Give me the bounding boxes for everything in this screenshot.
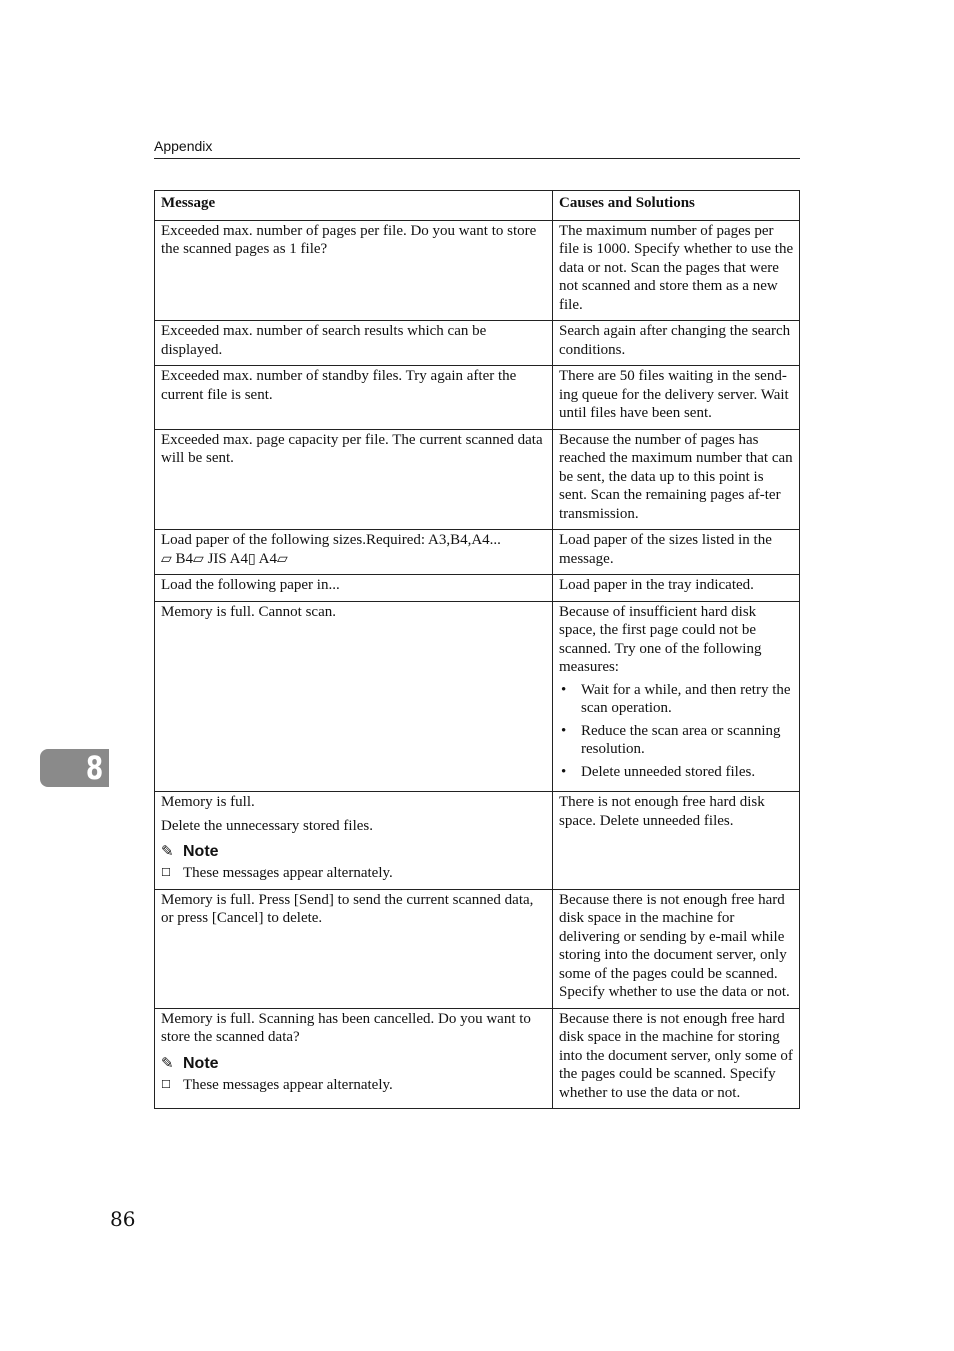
message-cell xyxy=(155,575,553,602)
message-cell xyxy=(155,601,553,792)
message-text: Memory is full. Scanning has been cancelled. Do you want to store the scanned data? xyxy=(161,1010,531,1045)
solution-text: Because of insufficient hard disk space, the first page could not be scanned. Try one of the following measures: xyxy=(559,603,762,675)
solution-text: Because there is not enough free hard disk space in the machine for delivering or sending by e-mail while storing into the document server, only some of the pages could be scanned. Specify whether to use the data or not. xyxy=(559,891,790,1000)
header-rule xyxy=(154,158,800,159)
message-text: Exceeded max. number of search results which can be displayed. xyxy=(161,323,487,358)
paper-landscape-icon: ▱ xyxy=(193,550,204,567)
solution-cell xyxy=(553,220,800,321)
pencil-icon: ✎ xyxy=(161,842,174,860)
list-item: • Delete unneeded stored files. xyxy=(559,763,794,782)
paper-landscape-icon: ▱ xyxy=(277,550,288,567)
note-block xyxy=(161,1053,547,1095)
paper-portrait-icon: ▯ xyxy=(248,550,256,567)
note-text: These messages appear alternately. xyxy=(183,865,393,881)
paper-size-label: A4 xyxy=(258,550,278,567)
paper-size-line xyxy=(161,550,547,569)
running-header: Appendix xyxy=(154,138,213,154)
table-row xyxy=(155,321,800,366)
table-row xyxy=(155,429,800,530)
solution-text: Search again after changing the search conditions. xyxy=(559,323,791,358)
message-text: Exceeded max. page capacity per file. The current scanned data will be sent. xyxy=(161,431,543,466)
solution-cell xyxy=(553,1008,800,1109)
paper-size-label: B4 xyxy=(175,550,194,567)
page-number: 86 xyxy=(110,1207,136,1231)
message-cell xyxy=(155,366,553,430)
message-cell xyxy=(155,321,553,366)
pencil-icon: ✎ xyxy=(161,1053,174,1072)
note-heading xyxy=(161,841,547,862)
solution-text: Because there is not enough free hard disk space in the machine for storing into the document server, only some of the pages could be scanned. Specify whether to use the data or not. xyxy=(559,1010,793,1101)
message-text: Load paper of the following sizes.Required: A3,B4,A4... xyxy=(161,532,501,548)
solution-text: There is not enough free hard disk space. Delete unneeded files. xyxy=(559,794,765,829)
message-text: Exceeded max. number of standby files. Try again after the current file is sent. xyxy=(161,368,517,403)
list-item: • Reduce the scan area or scanning resolution. xyxy=(559,722,794,759)
table-row xyxy=(155,575,800,602)
table-row xyxy=(155,889,800,1008)
paper-landscape-icon: ▱ xyxy=(161,550,172,567)
solution-cell xyxy=(553,601,800,792)
solution-text: Load paper in the tray indicated. xyxy=(559,577,754,593)
table-row xyxy=(155,792,800,890)
table-row xyxy=(155,366,800,430)
message-text: Memory is full. Press [Send] to send the current scanned data, or press [Cancel] to delete. xyxy=(161,891,534,926)
message-text: Memory is full. xyxy=(161,794,255,810)
table-row xyxy=(155,601,800,792)
message-text: Delete the unnecessary stored files. xyxy=(161,817,373,834)
note-block xyxy=(161,841,547,883)
solution-text: Because the number of pages has reached the maximum number that can be sent, the data up to this point is sent. Scan the remaining pages af-ter transmission. xyxy=(559,431,793,522)
note-text: These messages appear alternately. xyxy=(183,1076,393,1093)
note-label: Note xyxy=(183,843,219,860)
list-item: • Wait for a while, and then retry the scan operation. xyxy=(559,681,794,718)
chapter-tab xyxy=(40,749,109,787)
checkbox-icon: ☐ xyxy=(161,866,171,879)
table-header-row xyxy=(155,191,800,221)
message-cell xyxy=(155,1008,553,1109)
messages-table xyxy=(154,190,800,1109)
checkbox-icon: ☐ xyxy=(161,1077,171,1091)
column-header-solution: Causes and Solutions xyxy=(553,191,800,221)
note-item xyxy=(161,1076,547,1095)
note-heading xyxy=(161,1053,547,1074)
solution-text: The maximum number of pages per file is 1000. Specify whether to use the data or not. Scan the pages that were not scanned and store them as a new file. xyxy=(559,222,794,313)
solution-cell xyxy=(553,429,800,530)
column-header-message: Message xyxy=(155,191,553,221)
message-cell xyxy=(155,429,553,530)
table-row xyxy=(155,220,800,321)
table-row xyxy=(155,1008,800,1109)
message-text: Memory is full. Cannot scan. xyxy=(161,603,336,620)
message-text: Load the following paper in... xyxy=(161,577,340,593)
solution-cell xyxy=(553,889,800,1008)
solution-cell xyxy=(553,321,800,366)
measures-list xyxy=(559,681,794,782)
message-cell xyxy=(155,220,553,321)
solution-cell xyxy=(553,792,800,890)
message-cell xyxy=(155,530,553,575)
message-cell xyxy=(155,889,553,1008)
message-text: Exceeded max. number of pages per file. Do you want to store the scanned pages as 1 file? xyxy=(161,222,537,257)
chapter-number: 8 xyxy=(85,749,103,787)
solution-cell xyxy=(553,366,800,430)
note-item xyxy=(161,864,547,883)
solution-text: Load paper of the sizes listed in the message. xyxy=(559,532,772,567)
solution-cell xyxy=(553,530,800,575)
solution-cell xyxy=(553,575,800,602)
solution-text: There are 50 files waiting in the send-ing queue for the delivery server. Wait until files have been sent. xyxy=(559,368,789,421)
paper-size-label: JIS A4 xyxy=(207,550,249,567)
message-cell xyxy=(155,792,553,890)
table-row xyxy=(155,530,800,575)
note-label: Note xyxy=(183,1054,219,1072)
